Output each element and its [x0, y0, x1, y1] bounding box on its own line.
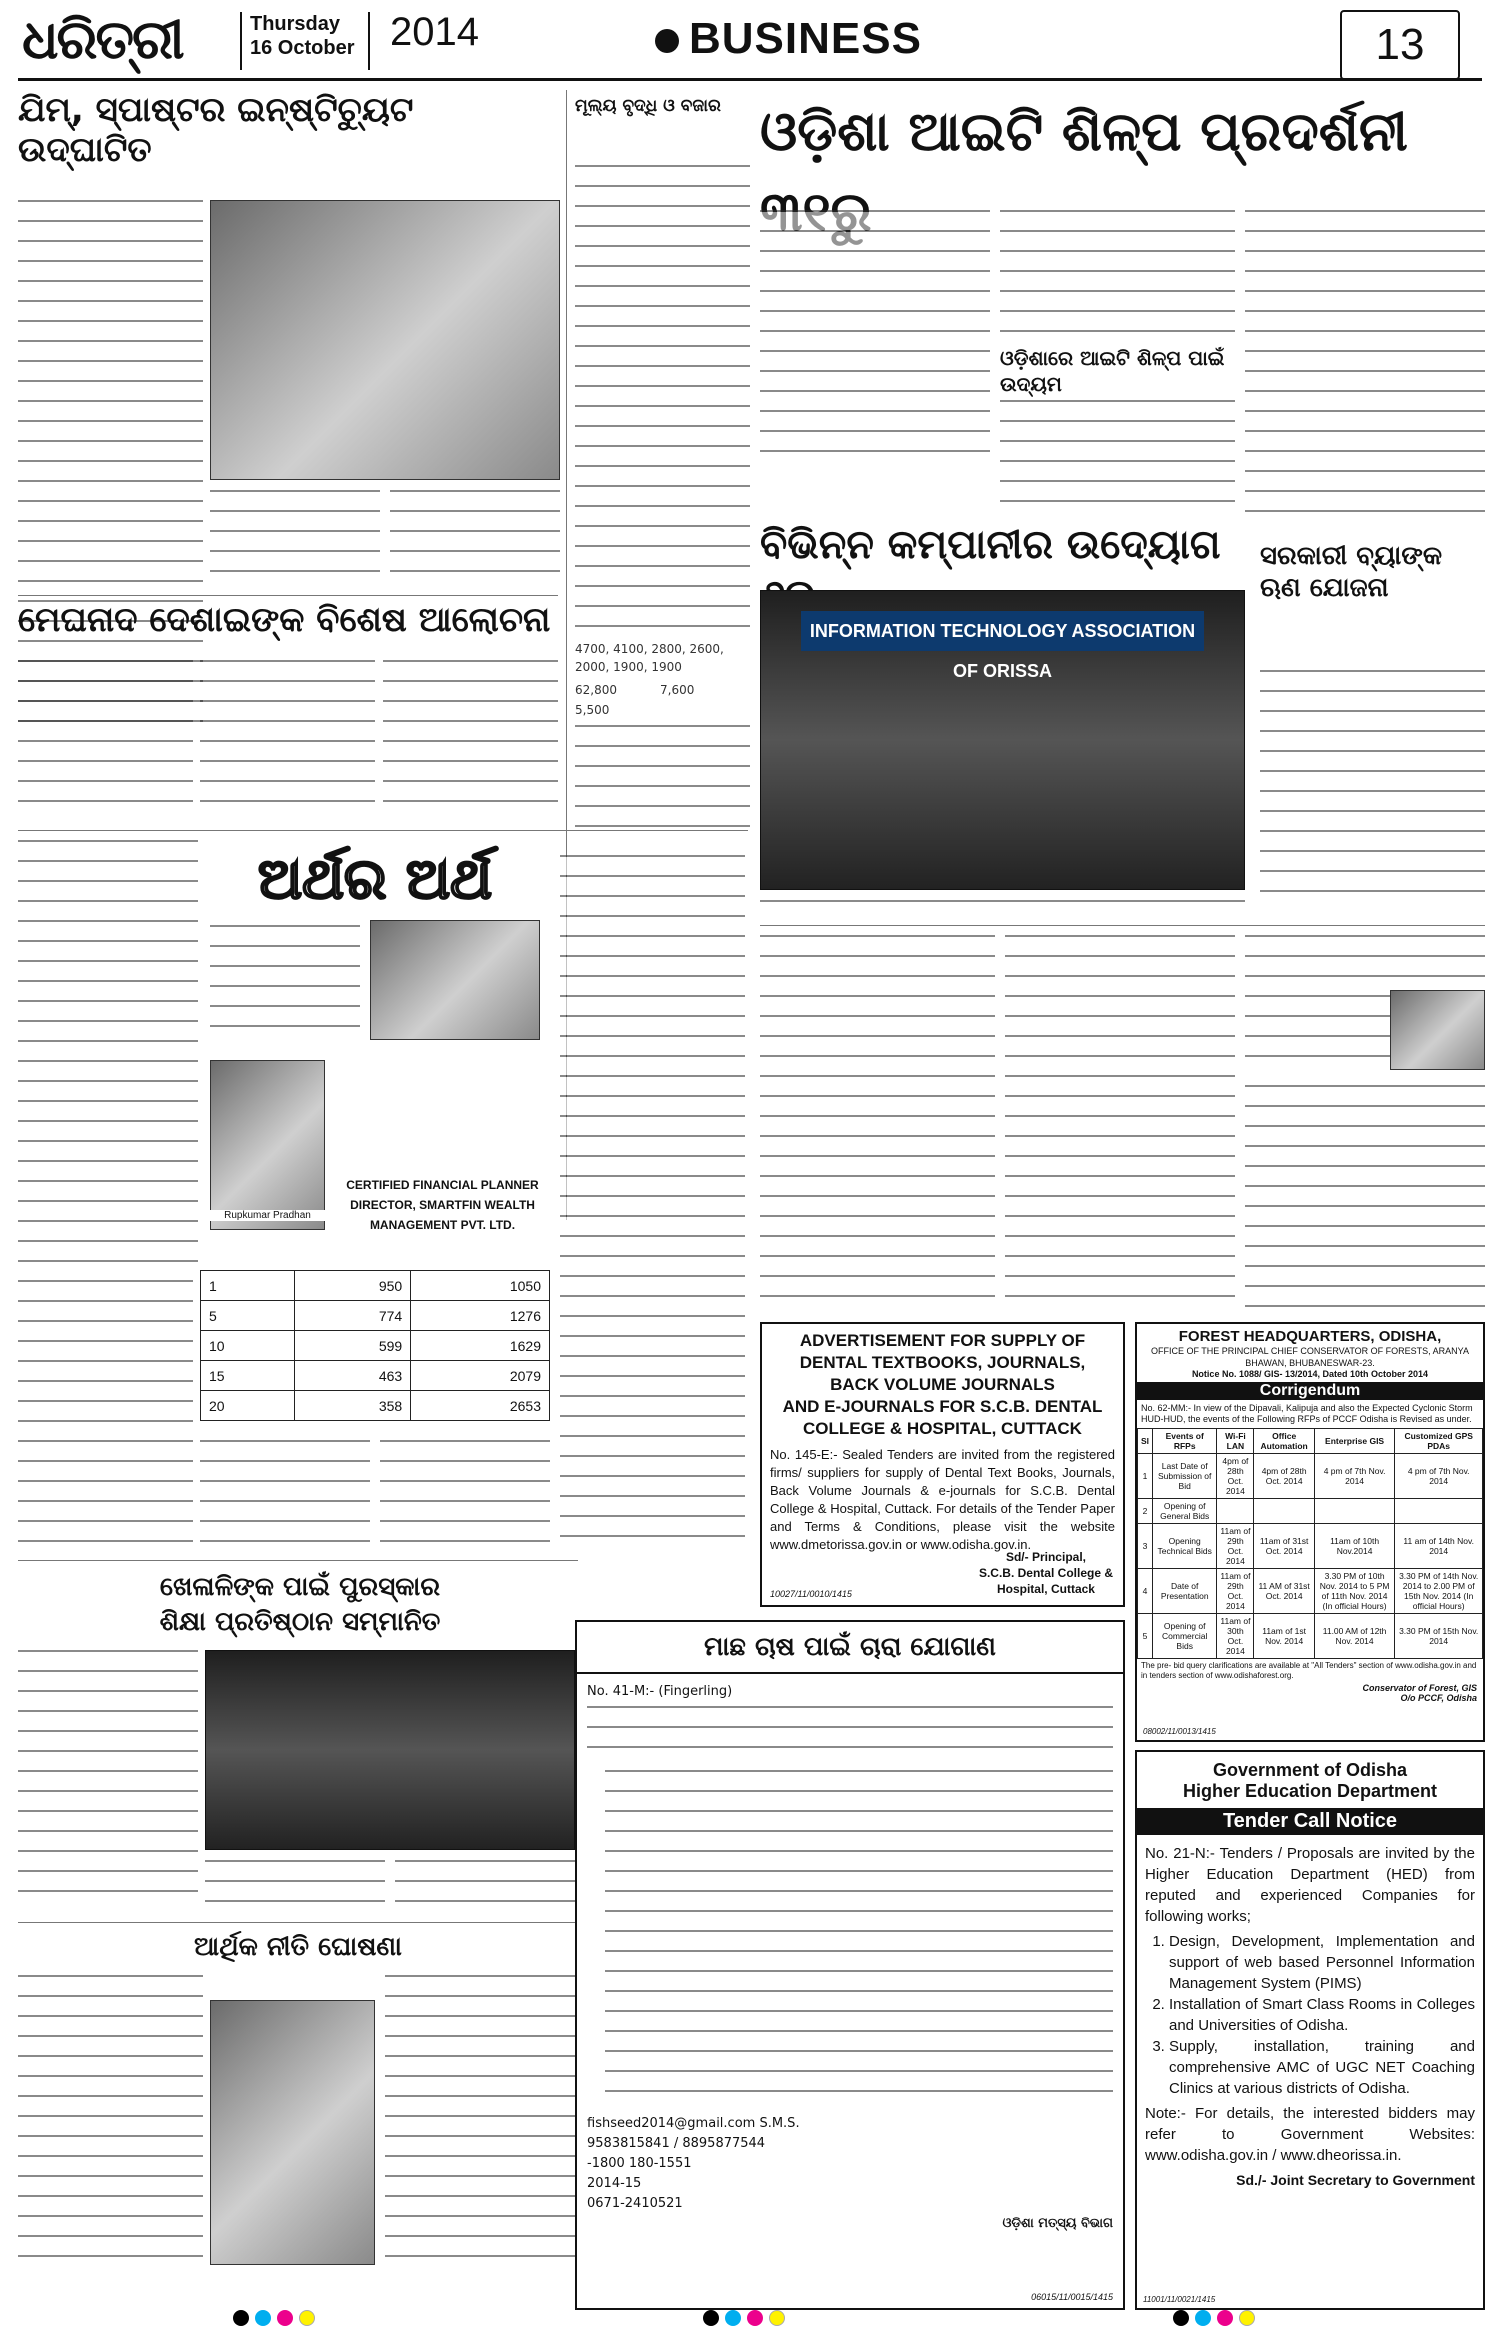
official-portrait-photo [1390, 990, 1485, 1070]
color-registration-marks [700, 2310, 788, 2327]
it-article-text-4 [1245, 210, 1485, 520]
gold-article-text [575, 165, 750, 635]
higher-education-tender-ad [1135, 1750, 1485, 2310]
forest-table-cell: Last Date of Submission of Bid [1153, 1454, 1217, 1499]
cartoon-figure-image [370, 920, 540, 1040]
rates-article-text [200, 1440, 370, 1550]
rates-table-cell: 5 [201, 1301, 295, 1331]
section-title [655, 14, 922, 64]
columnist-photo-label: Rupkumar Pradhan [210, 1210, 325, 1221]
rates-table-cell: 358 [294, 1391, 410, 1421]
forest-table-row [1138, 1614, 1483, 1659]
expo-article-text [760, 935, 995, 1310]
columnist-photo [210, 1060, 325, 1230]
forest-table-cell [1254, 1499, 1314, 1524]
gym-inauguration-photo [210, 200, 560, 480]
forest-banner: Corrigendum [1137, 1382, 1483, 1400]
article-a2-text-3 [383, 660, 558, 820]
award-group-photo [205, 1650, 575, 1850]
headline-left-bottom-3: ଆର୍ଥିକ ନୀତି ଘୋଷଣା [194, 1932, 402, 1962]
reg-cyan-dot [1195, 2310, 1211, 2326]
fish-seed-ad [575, 1620, 1125, 2310]
rates-table-cell: 774 [294, 1301, 410, 1331]
it-article-text-3 [1000, 400, 1235, 520]
forest-table-cell: 1 [1138, 1454, 1153, 1499]
color-registration-marks [1170, 2310, 1258, 2327]
color-registration-marks [230, 2310, 318, 2327]
rates-table-row [201, 1301, 550, 1331]
headline-center-small: ଓଡ଼ିଶାରେ ଆଇଟି ଶିଳ୍ପ ପାଇଁ ଉଦ୍ୟମ [1000, 346, 1225, 396]
dental-tender-ad [760, 1322, 1125, 1607]
reg-cyan-dot [725, 2310, 741, 2326]
headline-right-mid: ସରକାରୀ ବ୍ୟାଙ୍କ ଋଣ ଯୋଜନା [1260, 541, 1443, 603]
rates-table [200, 1270, 550, 1421]
it-article-text [760, 210, 990, 465]
hed-items-list [1137, 1929, 1483, 2101]
forest-table-cell: 11am of 29th Oct. 2014 [1217, 1569, 1254, 1614]
forest-table-row [1138, 1454, 1483, 1499]
forest-table-cell: 4pm of 28th Oct. 2014 [1254, 1454, 1314, 1499]
forest-table-header: Office Automation [1254, 1429, 1314, 1454]
hed-item: 3. Supply, installation, training and comprehensive AMC of UGC NET Coaching Clinics at various districts of Odisha. [1169, 2036, 1475, 2099]
forest-table-cell: 11am of 30th Oct. 2014 [1217, 1614, 1254, 1659]
date-label: 16 October [250, 37, 355, 59]
forest-table-header: Customized GPS PDAs [1395, 1429, 1483, 1454]
forest-table-cell: 4 [1138, 1569, 1153, 1614]
forest-table-header: Sl [1138, 1429, 1153, 1454]
hed-item: 2. Installation of Smart Class Rooms in Colleges and Universities of Odisha. [1169, 1994, 1475, 2036]
forest-table-cell: 11am of 1st Nov. 2014 [1254, 1614, 1314, 1659]
year-label: 2014 [390, 10, 479, 54]
rates-table-cell: 2653 [411, 1391, 550, 1421]
silver-price-2: 5,500 [575, 703, 610, 717]
forest-subtitle: OFFICE OF THE PRINCIPAL CHIEF CONSERVATOR OF FORESTS, ARANYA BHAWAN, BHUBANESWAR-23. [1150, 1346, 1470, 1368]
forest-table-cell [1314, 1499, 1395, 1524]
hed-banner: Tender Call Notice [1137, 1808, 1483, 1835]
reg-yellow-dot [299, 2310, 315, 2326]
arthara-intro-text [210, 925, 360, 1045]
credential-line: MANAGEMENT PVT. LTD. [369, 1218, 516, 1232]
forest-signatory-2: O/o PCCF, Odisha [1400, 1693, 1477, 1703]
signatory: Sd/- Principal, [1005, 1550, 1086, 1564]
forest-table-cell: 4pm of 28th Oct. 2014 [1217, 1454, 1254, 1499]
ad-title-line: DENTAL TEXTBOOKS, JOURNALS, [799, 1353, 1086, 1372]
rates-table-cell: 20 [201, 1391, 295, 1421]
gold-rates-text: 4700, 4100, 2800, 2600, 2000, 1900, 1900 [575, 642, 724, 674]
forest-table-cell: 5 [1138, 1614, 1153, 1659]
rates-article-text-2 [380, 1440, 550, 1550]
arthara-artha-title: ଅର୍ଥର ଅର୍ଥ [257, 847, 493, 912]
fish-ad-email: fishseed2014@gmail.com [587, 2116, 756, 2131]
policy-article-text [18, 1975, 203, 2265]
silver-price: 7,600 [660, 683, 695, 697]
fish-ad-fingerling: (Fingerling) [658, 1684, 733, 1699]
forest-intro: No. 62-MM:- In view of the Dipavali, Kalipuja and also the Expected Cyclonic Storm HUD-HUD, the events of the Following RFPs of PCCF Odisha is Revised as under. [1141, 1403, 1473, 1424]
forest-table-cell: Opening of Commercial Bids [1153, 1614, 1217, 1659]
header-rule [18, 78, 1482, 81]
fish-ad-years: 2014-15 [587, 2176, 642, 2191]
reg-black-dot [233, 2310, 249, 2326]
hed-title: Government of Odisha [1212, 1760, 1408, 1780]
forest-schedule-table [1137, 1428, 1483, 1659]
finance-article-text-2 [18, 1280, 193, 1550]
reg-yellow-dot [769, 2310, 785, 2326]
fish-ad-phones: 9583815841 / 8895877544 [587, 2136, 766, 2151]
reg-magenta-dot [1217, 2310, 1233, 2326]
reg-black-dot [1173, 2310, 1189, 2326]
credential-line: DIRECTOR, SMARTFIN WEALTH [350, 1198, 535, 1212]
rates-table-cell: 1629 [411, 1331, 550, 1361]
columnist-credentials [335, 1175, 550, 1235]
rates-table-cell: 463 [294, 1361, 410, 1391]
forest-table-cell: 3.30 PM of 15th Nov. 2014 [1395, 1614, 1483, 1659]
credential-line: CERTIFIED FINANCIAL PLANNER [346, 1178, 539, 1192]
headline-left-bottom-1: ଖେଳାଳିଙ୍କ ପାଇଁ ପୁରସ୍କାର [159, 1572, 441, 1602]
bank-article-text [1260, 670, 1485, 900]
headline-center-mid: ବିଭିନ୍ନ କମ୍ପାନୀର ଉଦ୍ୟୋଗ [760, 522, 1221, 568]
fish-ad-sms: S.M.S. [759, 2116, 800, 2131]
rates-table-row [201, 1331, 550, 1361]
headline-a1: ଯିମ୍‌, ସ୍ପାଷ୍ଟର ଇନ୍ଷ୍ଟିଚ୍ୟୁଟ ଉଦ୍‌ଘାଟିତ [18, 90, 414, 170]
forest-table-header: Wi-Fi LAN [1217, 1429, 1254, 1454]
forest-signatory: Conservator of Forest, GIS [1362, 1683, 1477, 1693]
rates-table-row [201, 1271, 550, 1301]
photo-caption-text [760, 900, 1245, 920]
hed-item: 1. Design, Development, Implementation and support of web based Personnel Information Management System (PIMS) [1169, 1931, 1475, 1994]
ad-code: 11001/11/0021/1415 [1143, 2295, 1216, 2304]
headline-mid-right-small: ମୂଲ୍ୟ ବୃଦ୍ଧି ଓ ବଜାର [575, 96, 721, 116]
reg-yellow-dot [1239, 2310, 1255, 2326]
forest-table-cell: Opening of General Bids [1153, 1499, 1217, 1524]
hed-note: Note:- For details, the interested bidders may refer to Government Websites: www.odisha.gov.in / www.dheorissa.in. [1145, 2105, 1475, 2164]
section-label: BUSINESS [689, 14, 922, 63]
day-label: Thursday [250, 13, 341, 35]
headline-a2: ମେଘନାଦ ଦେଶାଇଙ୍କ ବିଶେଷ ଆଲୋଚନା [18, 600, 551, 640]
forest-table-cell: 2 [1138, 1499, 1153, 1524]
page-number: 13 [1340, 10, 1460, 80]
forest-table-cell [1217, 1499, 1254, 1524]
date-block [240, 12, 370, 70]
fish-ad-dept: ଓଡ଼ିଶା ମତ୍ସ୍ୟ ବିଭାଗ [1002, 2216, 1113, 2231]
reg-black-dot [703, 2310, 719, 2326]
article-a1-text-3 [390, 490, 560, 585]
reg-cyan-dot [255, 2310, 271, 2326]
it-association-photo [760, 590, 1245, 890]
fish-ad-text [587, 1706, 1113, 1766]
rates-table-cell: 1 [201, 1271, 295, 1301]
gold-price: 62,800 [575, 683, 617, 697]
divider [760, 925, 1485, 926]
rates-table-cell: 10 [201, 1331, 295, 1361]
forest-table-row [1138, 1524, 1483, 1569]
divider [18, 1560, 578, 1561]
ad-code: 10027/11/0010/1415 [770, 1589, 852, 1599]
ad-code: 06015/11/0015/1415 [1031, 2292, 1113, 2302]
forest-table-cell: 11.00 AM of 12th Nov. 2014 [1314, 1614, 1395, 1659]
forest-table-row [1138, 1499, 1483, 1524]
article-a2-text [18, 660, 193, 820]
article-a1-text-2 [210, 490, 380, 585]
divider [18, 595, 558, 596]
rates-table-cell: 1276 [411, 1301, 550, 1331]
rates-table-cell: 1050 [411, 1271, 550, 1301]
rates-table-cell: 15 [201, 1361, 295, 1391]
forest-table-cell: 3.30 PM of 14th Nov. 2014 to 2.00 PM of 15th Nov. 2014 (In official Hours) [1395, 1569, 1483, 1614]
official-article-text [1245, 1085, 1485, 1310]
rates-table-cell: 950 [294, 1271, 410, 1301]
ad-code: 08002/11/0013/1415 [1143, 1727, 1216, 1736]
forest-table-cell: 4 pm of 7th Nov. 2014 [1395, 1454, 1483, 1499]
reg-magenta-dot [277, 2310, 293, 2326]
headline-left-bottom-2: ଶିକ୍ଷା ପ୍ରତିଷ୍ଠାନ ସମ୍ମାନିତ [159, 1607, 441, 1637]
ad-title-line: BACK VOLUME JOURNALS [830, 1375, 1055, 1394]
ad-body-text: No. 145-E:- Sealed Tenders are invited from the registered firms/ suppliers for supply of Dental Text Books, Journals, Back Volume Journals & e-journals for S.C.B. Dental College & Hospital, Cuttack. For details of the Tender Paper and Terms & Conditions, please visit the website www.dmetorissa.gov.in or www.odisha.gov.in. [770, 1447, 1115, 1552]
forest-table-cell: 4 pm of 7th Nov. 2014 [1314, 1454, 1395, 1499]
fish-ad-header: ମାଛ ଚାଷ ପାଇଁ ଚାରା ଯୋଗାଣ [577, 1622, 1123, 1674]
forest-table-cell: 3.30 PM of 10th Nov. 2014 to 5 PM of 11th Nov. 2014 (In official Hours) [1314, 1569, 1395, 1614]
bullet-icon [655, 29, 679, 53]
photo-banner: INFORMATION TECHNOLOGY ASSOCIATION OF ORISSA [801, 611, 1204, 651]
divider [18, 1922, 578, 1923]
forest-table-cell: Date of Presentation [1153, 1569, 1217, 1614]
forest-table-cell: 11am of 29th Oct. 2014 [1217, 1524, 1254, 1569]
ad-title-line: ADVERTISEMENT FOR SUPPLY OF [799, 1331, 1086, 1350]
divider [18, 830, 748, 831]
signatory: S.C.B. Dental College & [978, 1566, 1113, 1580]
forest-table-cell [1395, 1499, 1483, 1524]
reg-magenta-dot [747, 2310, 763, 2326]
forest-corrigendum-ad [1135, 1322, 1485, 1742]
finance-article-text-3 [560, 855, 745, 1550]
it-article-text-2 [1000, 210, 1235, 340]
finance-article-text [18, 840, 198, 1270]
fish-ad-number: No. 41-M:- [587, 1684, 655, 1699]
forest-footer: The pre- bid query clarifications are available at "All Tenders" section of www.odisha.gov.in and in tenders section of www.odishaforest.org. [1141, 1661, 1477, 1680]
gold-article-text-2 [575, 725, 750, 845]
article-a2-text-2 [200, 660, 375, 820]
forest-table-row [1138, 1569, 1483, 1614]
forest-table-cell: 11am of 10th Nov.2014 [1314, 1524, 1395, 1569]
masthead: ଧରିତ୍ରୀ [22, 8, 183, 71]
fish-ad-bullets [605, 1770, 1113, 2110]
forest-table-cell: 3 [1138, 1524, 1153, 1569]
hed-subtitle: Higher Education Department [1182, 1781, 1438, 1801]
award-article-text-2 [205, 1860, 385, 1915]
ad-title-line: AND E-JOURNALS FOR S.C.B. DENTAL [782, 1397, 1103, 1416]
forest-table-cell: 11 am of 14th Nov. 2014 [1395, 1524, 1483, 1569]
forest-table-header: Events of RFPs [1153, 1429, 1217, 1454]
expo-article-text-2 [1005, 935, 1235, 1310]
signatory: Hospital, Cuttack [996, 1582, 1095, 1596]
rates-table-cell: 599 [294, 1331, 410, 1361]
article-a1-text [18, 200, 203, 740]
hed-signatory: Sd./- Joint Secretary to Government [1236, 2172, 1475, 2188]
forest-table-header: Enterprise GIS [1314, 1429, 1395, 1454]
headline-center-top: ଓଡ଼ିଶା ଆଇଟି ଶିଳ୍ପ ପ୍ରଦର୍ଶନୀ [760, 100, 1408, 163]
fish-ad-fax: 0671-2410521 [587, 2196, 683, 2211]
forest-notice: Notice No. 1088/ GIS- 13/2014, Dated 10th October 2014 [1191, 1369, 1429, 1379]
rates-table-cell: 2079 [411, 1361, 550, 1391]
policy-article-text-2 [385, 1975, 575, 2265]
forest-table-cell: 11 AM of 31st Oct. 2014 [1254, 1569, 1314, 1614]
award-article-text-3 [395, 1860, 575, 1915]
forest-title: FOREST HEADQUARTERS, ODISHA, [1178, 1328, 1442, 1345]
ad-title-line: COLLEGE & HOSPITAL, CUTTACK [803, 1419, 1082, 1438]
forest-table-cell: Opening Technical Bids [1153, 1524, 1217, 1569]
hed-intro: No. 21-N:- Tenders / Proposals are invited by the Higher Education Department (HED) from reputed and experienced Companies for following works; [1145, 1845, 1475, 1925]
forest-table-cell: 11am of 31st Oct. 2014 [1254, 1524, 1314, 1569]
governor-photo [210, 2000, 375, 2265]
fish-ad-phone-tail: -1800 180-1551 [587, 2156, 692, 2171]
rates-table-row [201, 1391, 550, 1421]
award-article-text [18, 1650, 198, 1910]
rates-table-row [201, 1361, 550, 1391]
